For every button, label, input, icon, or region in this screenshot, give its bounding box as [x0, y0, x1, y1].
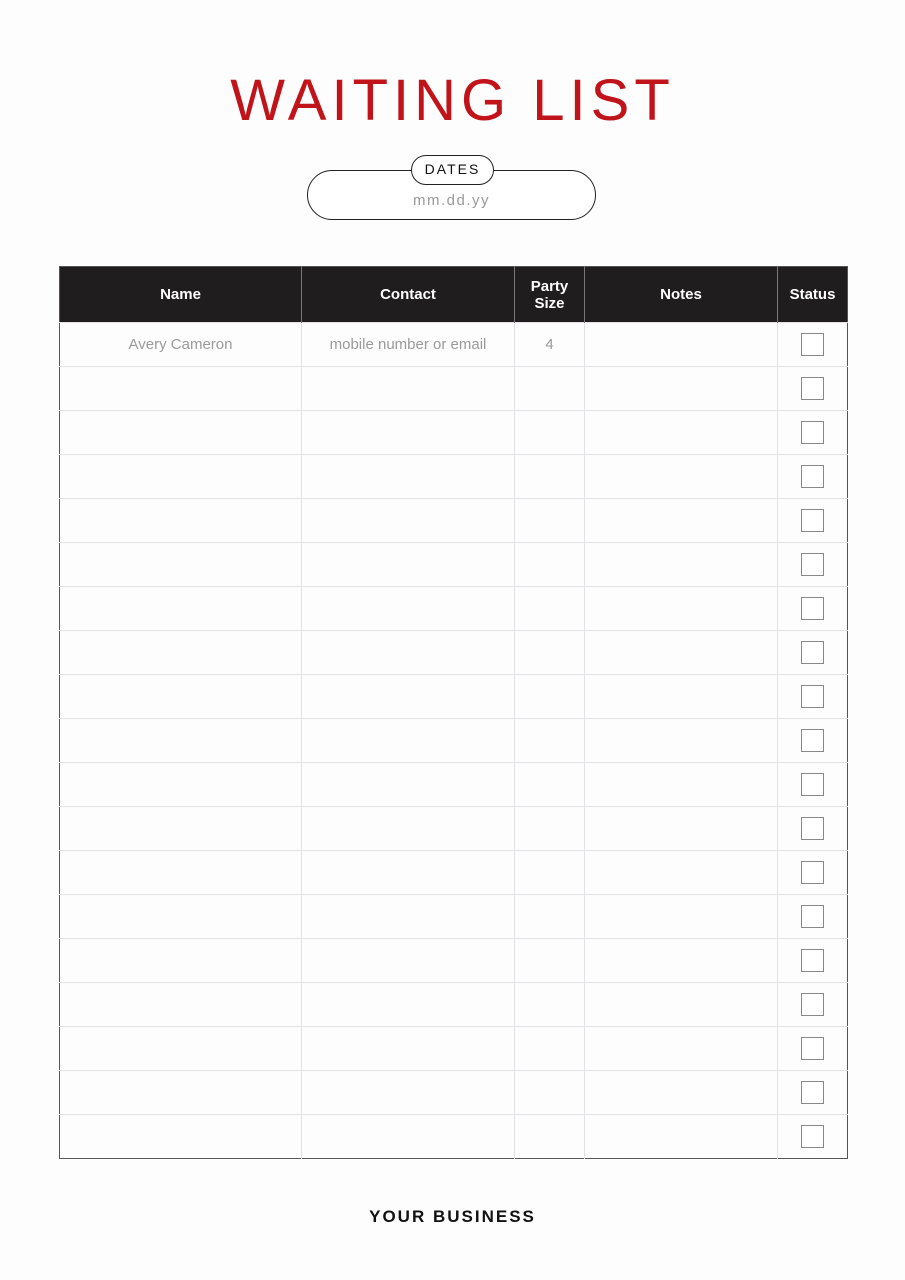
party-size-cell[interactable] — [515, 1115, 585, 1159]
table-header-row — [60, 267, 848, 323]
party-size-cell[interactable] — [515, 367, 585, 411]
name-cell[interactable] — [60, 1071, 302, 1115]
table-row — [60, 939, 848, 983]
status-checkbox[interactable] — [801, 729, 824, 752]
notes-cell[interactable] — [585, 367, 778, 411]
dates-label: DATES — [411, 155, 494, 185]
status-cell — [778, 851, 848, 895]
contact-cell[interactable] — [302, 455, 515, 499]
table-row — [60, 631, 848, 675]
table-row — [60, 1027, 848, 1071]
party-size-cell[interactable] — [515, 499, 585, 543]
notes-cell[interactable] — [585, 1027, 778, 1071]
party-size-cell[interactable] — [515, 895, 585, 939]
notes-cell[interactable] — [585, 763, 778, 807]
business-name: YOUR BUSINESS — [369, 1207, 536, 1226]
status-cell — [778, 763, 848, 807]
notes-cell[interactable] — [585, 895, 778, 939]
name-cell[interactable] — [60, 895, 302, 939]
status-checkbox[interactable] — [801, 1125, 824, 1148]
contact-cell[interactable] — [302, 895, 515, 939]
contact-cell[interactable] — [302, 1027, 515, 1071]
status-checkbox[interactable] — [801, 1081, 824, 1104]
status-checkbox[interactable] — [801, 421, 824, 444]
party-size-cell[interactable] — [515, 1027, 585, 1071]
party-size-cell[interactable] — [515, 455, 585, 499]
contact-cell[interactable] — [302, 1115, 515, 1159]
column-header-status: Status — [778, 267, 848, 323]
table-row — [60, 1115, 848, 1159]
table-row — [60, 1071, 848, 1115]
notes-cell[interactable] — [585, 1115, 778, 1159]
party-size-cell[interactable] — [515, 587, 585, 631]
page-title: WAITING LIST — [230, 68, 675, 133]
status-checkbox[interactable] — [801, 861, 824, 884]
contact-cell[interactable]: mobile number or email — [302, 323, 515, 367]
name-cell[interactable] — [60, 807, 302, 851]
status-cell — [778, 455, 848, 499]
notes-cell[interactable] — [585, 983, 778, 1027]
status-cell — [778, 631, 848, 675]
status-cell — [778, 1071, 848, 1115]
contact-cell[interactable] — [302, 807, 515, 851]
status-checkbox[interactable] — [801, 377, 824, 400]
name-cell[interactable] — [60, 455, 302, 499]
status-checkbox[interactable] — [801, 465, 824, 488]
party-size-cell[interactable] — [515, 719, 585, 763]
contact-cell[interactable] — [302, 631, 515, 675]
party-size-cell[interactable] — [515, 983, 585, 1027]
status-cell — [778, 895, 848, 939]
table-row — [60, 763, 848, 807]
party-size-cell[interactable]: 4 — [515, 323, 585, 367]
name-cell[interactable] — [60, 1115, 302, 1159]
notes-cell[interactable] — [585, 807, 778, 851]
party-size-cell[interactable] — [515, 543, 585, 587]
contact-cell[interactable] — [302, 411, 515, 455]
table-row — [60, 675, 848, 719]
notes-cell[interactable] — [585, 411, 778, 455]
name-cell[interactable] — [60, 1027, 302, 1071]
name-cell[interactable] — [60, 675, 302, 719]
table-row — [60, 587, 848, 631]
notes-cell[interactable] — [585, 719, 778, 763]
status-checkbox[interactable] — [801, 773, 824, 796]
contact-cell[interactable] — [302, 543, 515, 587]
contact-cell[interactable] — [302, 983, 515, 1027]
status-checkbox[interactable] — [801, 597, 824, 620]
contact-cell[interactable] — [302, 587, 515, 631]
status-cell — [778, 543, 848, 587]
status-checkbox[interactable] — [801, 509, 824, 532]
notes-cell[interactable] — [585, 499, 778, 543]
column-header-name: Name — [60, 267, 302, 323]
party-size-cell[interactable] — [515, 411, 585, 455]
party-size-cell[interactable] — [515, 939, 585, 983]
name-cell[interactable] — [60, 499, 302, 543]
name-cell[interactable] — [60, 631, 302, 675]
status-cell — [778, 675, 848, 719]
contact-cell[interactable] — [302, 939, 515, 983]
notes-cell[interactable] — [585, 455, 778, 499]
party-size-cell[interactable] — [515, 631, 585, 675]
waiting-list-table — [59, 266, 848, 1159]
dates-value[interactable]: mm.dd.yy — [412, 192, 490, 209]
name-cell[interactable] — [60, 411, 302, 455]
name-cell[interactable] — [60, 983, 302, 1027]
table-row — [60, 455, 848, 499]
status-checkbox[interactable] — [801, 949, 824, 972]
table-row — [60, 323, 848, 367]
status-cell — [778, 939, 848, 983]
notes-cell[interactable] — [585, 323, 778, 367]
table-row — [60, 807, 848, 851]
status-cell — [778, 1027, 848, 1071]
party-size-cell[interactable] — [515, 763, 585, 807]
table-row — [60, 367, 848, 411]
table-row — [60, 895, 848, 939]
status-cell — [778, 323, 848, 367]
column-header-party-size: Party Size — [515, 267, 585, 323]
notes-cell[interactable] — [585, 1071, 778, 1115]
table-row — [60, 499, 848, 543]
status-checkbox[interactable] — [801, 1037, 824, 1060]
status-checkbox[interactable] — [801, 817, 824, 840]
status-checkbox[interactable] — [801, 993, 824, 1016]
name-cell[interactable] — [60, 587, 302, 631]
notes-cell[interactable] — [585, 587, 778, 631]
party-size-cell[interactable] — [515, 851, 585, 895]
notes-cell[interactable] — [585, 543, 778, 587]
notes-cell[interactable] — [585, 851, 778, 895]
name-cell[interactable] — [60, 763, 302, 807]
status-checkbox[interactable] — [801, 553, 824, 576]
table-row — [60, 411, 848, 455]
status-cell — [778, 367, 848, 411]
table-row — [60, 983, 848, 1027]
notes-cell[interactable] — [585, 631, 778, 675]
status-cell — [778, 983, 848, 1027]
status-checkbox[interactable] — [801, 905, 824, 928]
status-cell — [778, 587, 848, 631]
contact-cell[interactable] — [302, 851, 515, 895]
party-size-cell[interactable] — [515, 1071, 585, 1115]
contact-cell[interactable] — [302, 719, 515, 763]
party-size-cell[interactable] — [515, 807, 585, 851]
contact-cell[interactable] — [302, 1071, 515, 1115]
status-cell — [778, 719, 848, 763]
status-checkbox[interactable] — [801, 685, 824, 708]
contact-cell[interactable] — [302, 499, 515, 543]
party-size-cell[interactable] — [515, 675, 585, 719]
notes-cell[interactable] — [585, 939, 778, 983]
status-checkbox[interactable] — [801, 641, 824, 664]
name-cell[interactable]: Avery Cameron — [60, 323, 302, 367]
name-cell[interactable] — [60, 543, 302, 587]
table-row — [60, 543, 848, 587]
status-checkbox[interactable] — [801, 333, 824, 356]
name-cell[interactable] — [60, 719, 302, 763]
table-row — [60, 851, 848, 895]
contact-cell[interactable] — [302, 763, 515, 807]
name-cell[interactable] — [60, 851, 302, 895]
status-cell — [778, 1115, 848, 1159]
status-cell — [778, 499, 848, 543]
column-header-contact: Contact — [302, 267, 515, 323]
contact-cell[interactable] — [302, 367, 515, 411]
name-cell[interactable] — [60, 367, 302, 411]
status-cell — [778, 807, 848, 851]
table-row — [60, 719, 848, 763]
contact-cell[interactable] — [302, 675, 515, 719]
status-cell — [778, 411, 848, 455]
name-cell[interactable] — [60, 939, 302, 983]
notes-cell[interactable] — [585, 675, 778, 719]
column-header-notes: Notes — [585, 267, 778, 323]
